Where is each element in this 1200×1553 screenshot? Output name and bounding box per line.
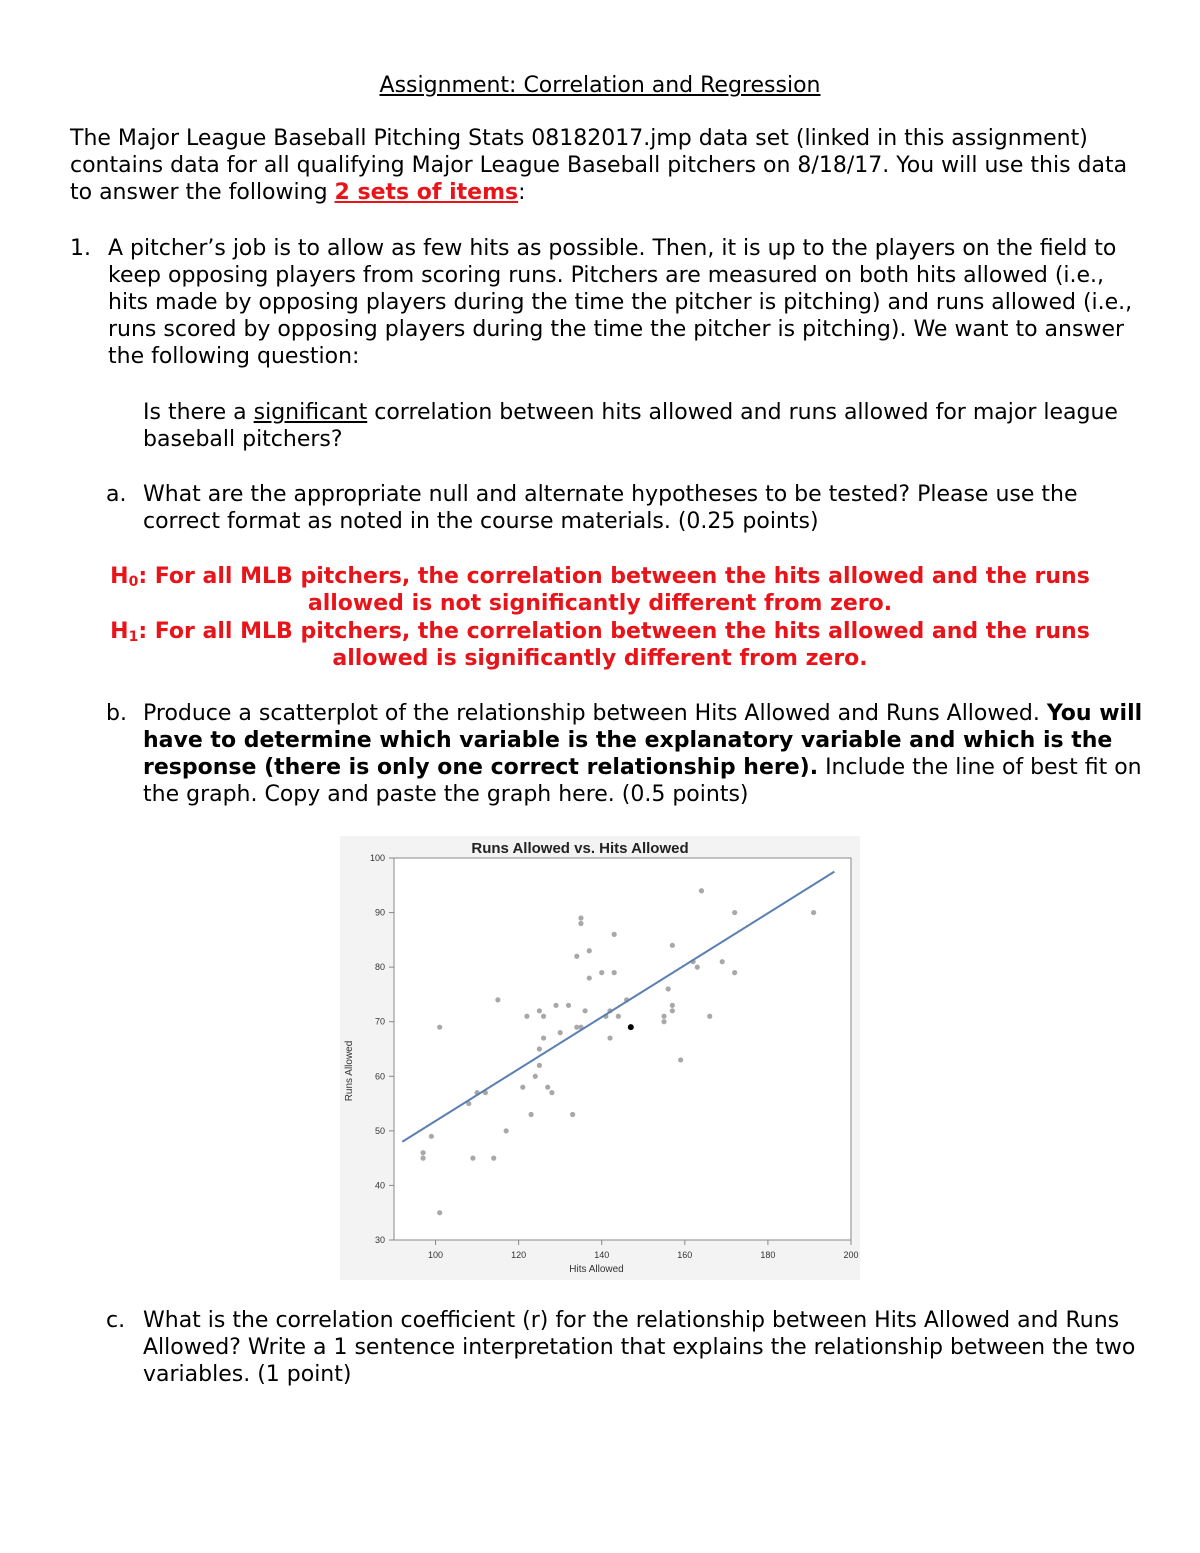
data-point	[612, 970, 617, 975]
data-point	[553, 1003, 558, 1008]
x-tick-label: 180	[760, 1250, 776, 1260]
data-point	[811, 910, 816, 915]
data-point	[520, 1085, 525, 1090]
data-point	[670, 1008, 675, 1013]
data-point	[491, 1156, 496, 1161]
data-point	[537, 1046, 542, 1051]
data-point	[574, 954, 579, 959]
y-tick-label: 90	[374, 907, 385, 918]
x-tick-label: 160	[677, 1250, 693, 1260]
research-question	[143, 399, 1143, 453]
scatterplot-figure	[340, 836, 860, 1280]
data-point	[420, 1150, 425, 1155]
item-c-label: c.	[106, 1308, 126, 1333]
null-hypothesis: $H_0$: For all MLB pitchers, the correlation between the hits allowed and the runs allowed is not significantly different from zero.	[110, 564, 1090, 616]
data-point	[607, 1035, 612, 1040]
y-tick-label: 40	[374, 1180, 385, 1191]
data-point	[578, 921, 583, 926]
data-point	[616, 1014, 621, 1019]
item-b-bold-instruction: You will have to determine which variable is the explanatory variable and which is the response (there is only one correct relationship here).	[143, 701, 1143, 780]
intro-colon: :	[518, 180, 526, 205]
item-a-text: What are the appropriate null and alternate hypotheses to be tested? Please use the correct format as noted in the course materials. (0.25 points)	[143, 482, 1078, 534]
y-tick-label: 30	[374, 1235, 385, 1245]
data-point	[695, 965, 700, 970]
data-point	[587, 948, 592, 953]
data-point	[612, 932, 617, 937]
chart-title: Runs Allowed vs. Hits Allowed	[471, 840, 689, 857]
data-point	[661, 1019, 666, 1024]
item-c-text: What is the correlation coefficient (r) for the relationship between Hits Allowed and Runs Allowed? Write a 1 sentence interpretation that explains the relationship between the two variables. (1 point)	[143, 1308, 1136, 1387]
x-tick-label: 200	[843, 1250, 859, 1260]
document-title: Assignment: Correlation and Regression	[379, 73, 821, 98]
data-point	[504, 1128, 509, 1133]
data-point	[720, 959, 725, 964]
data-point	[529, 1112, 534, 1117]
y-tick-label: 80	[374, 962, 385, 973]
data-point	[541, 1014, 546, 1019]
data-point	[537, 1008, 542, 1013]
question-1	[70, 235, 1140, 370]
data-point	[599, 970, 604, 975]
item-b-text: Produce a scatterplot of the relationship between Hits Allowed and Runs Allowed. You will have to determine which variable is the explanatory variable and which is the response (there is only one correct relationship here). Include the line of best fit on the graph. Copy and paste the graph here. (0.5 points)	[143, 701, 1143, 807]
data-point	[437, 1025, 442, 1030]
item-a	[106, 481, 1146, 535]
data-point	[583, 1008, 588, 1013]
y-tick-label: 60	[374, 1071, 385, 1082]
y-tick-label: 100	[369, 853, 385, 863]
data-point	[470, 1156, 475, 1161]
significant-word: significant	[253, 400, 368, 425]
data-point	[495, 997, 500, 1002]
data-point	[570, 1112, 575, 1117]
data-point	[587, 975, 592, 980]
data-point	[558, 1030, 563, 1035]
plot-area	[394, 858, 851, 1240]
research-question-end: correlation between hits allowed and runs allowed for major league baseball pitchers?	[143, 400, 1118, 452]
data-point	[420, 1156, 425, 1161]
data-point	[541, 1035, 546, 1040]
data-point	[661, 1014, 666, 1019]
data-point	[549, 1090, 554, 1095]
data-point	[437, 1210, 442, 1215]
data-point	[670, 1003, 675, 1008]
x-axis-label: Hits Allowed	[569, 1264, 624, 1275]
intro-text: The Major League Baseball Pitching Stats 08182017.jmp data set (linked in this assignment) contains data for all qualifying Major League Baseball pitchers on 8/18/17. You will use this data to answer the following	[70, 126, 1128, 205]
data-point	[533, 1074, 538, 1079]
data-point	[545, 1085, 550, 1090]
data-point	[666, 986, 671, 991]
alternate-hypothesis: $H_1$: For all MLB pitchers, the correlation between the hits allowed and the runs allowed is significantly different from zero.	[110, 619, 1090, 671]
data-point	[537, 1063, 542, 1068]
data-point	[732, 970, 737, 975]
x-tick-label: 120	[511, 1250, 527, 1260]
intro-paragraph	[70, 125, 1140, 206]
item-b	[106, 700, 1146, 808]
data-point	[678, 1057, 683, 1062]
data-point	[707, 1014, 712, 1019]
data-point	[699, 888, 704, 893]
question-1-number: 1.	[70, 236, 91, 261]
sets-highlight: 2 sets of items	[334, 180, 519, 205]
item-a-label: a.	[106, 482, 127, 507]
data-point	[566, 1003, 571, 1008]
scatterplot-chart	[340, 836, 860, 1280]
y-axis-label: Runs Allowed	[344, 1040, 355, 1102]
x-tick-label: 100	[428, 1250, 444, 1260]
data-point	[429, 1134, 434, 1139]
highlighted-data-point	[628, 1024, 634, 1030]
y-tick-label: 70	[374, 1016, 385, 1027]
data-point	[732, 910, 737, 915]
item-c	[106, 1307, 1146, 1388]
item-b-label: b.	[106, 701, 127, 726]
data-point	[670, 943, 675, 948]
question-1-text: A pitcher’s job is to allow as few hits as possible. Then, it is up to the players on the field to keep opposing players from scoring runs. Pitchers are measured on both hits allowed (i.e., hits made by opposing players during the time the pitcher is pitching) and runs allowed (i.e., runs scored by opposing players during the time the pitcher is pitching). We want to answer the following question:	[108, 236, 1133, 369]
research-question-start: Is there a	[143, 400, 254, 425]
data-point	[578, 915, 583, 920]
data-point	[524, 1014, 529, 1019]
y-tick-label: 50	[374, 1125, 385, 1136]
x-tick-label: 140	[594, 1250, 610, 1260]
